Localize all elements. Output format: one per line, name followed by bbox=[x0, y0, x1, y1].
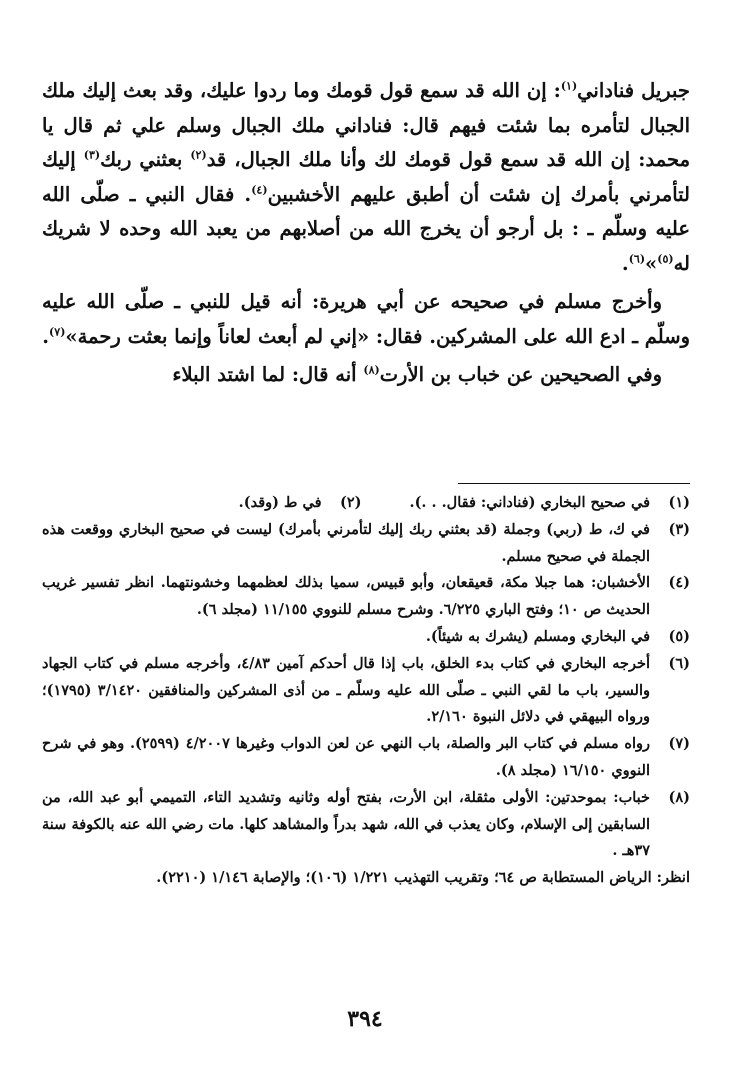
footnote-text: في ك، ط (ربي) وجملة (قد بعثني ربك إليك لتأمرني بأمرك) ليست في صحيح البخاري ووقعت هذه الجملة في صحيح مسلم. bbox=[42, 520, 650, 565]
footnote-number: (٣) bbox=[668, 520, 690, 538]
footnote-separator bbox=[458, 483, 690, 484]
footnote-number: (٦) bbox=[668, 654, 690, 672]
footnote-text: في ط (وقد). bbox=[238, 494, 322, 511]
footnote-ref[interactable]: (٤) bbox=[251, 183, 268, 196]
footnote-7 bbox=[42, 731, 690, 785]
main-paragraph-3: وفي الصحيحين عن خباب بن الأرت$^{(٨)}$ أنه قال: لما اشتد البلاء bbox=[172, 363, 662, 386]
footnote-3 bbox=[42, 517, 690, 571]
footnote-text: أخرجه البخاري في كتاب بدء الخلق، باب إذا قال أحدكم آمين ٤/٨٣، وأخرجه مسلم في كتاب الجهاد والسير، باب ما لقي النبي ـ صلّى الله عليه وسلّم ـ من أذى المشركين والمنافقين ٣/١٤٢٠ (١٧٩٥)؛ ورواه البيهقي في دلائل النبوة ٢/١٦٠. bbox=[42, 654, 650, 726]
footnotes bbox=[42, 490, 690, 892]
footnote-4 bbox=[42, 570, 690, 624]
footnote-number: (٨) bbox=[668, 788, 690, 806]
footnote-number: (٥) bbox=[668, 627, 690, 645]
main-paragraph-1: جبريل فناداني$^{(١)}$: إن الله قد سمع قول قومك وما ردوا عليك، وقد بعث إليك ملك الجبال لتأمره بما شئت فيهم قال: فناداني ملك الجبال وسلم علي ثم قال يا محمد: إن الله قد سمع قول قومك لك وأنا ملك الجبال، قد$^{(٢)}$ بعثني ربك$^{(٣)}$ إليك لتأمرني بأمرك إن شئت أن أطبق عليهم الأخشبين$^{(٤)}$. فقال النبي ـ صلّى الله عليه وسلّم ـ : بل أرجو أن يخرج الله من أصلابهم من يعبد الله وحده لا شريك له$^{(٥)}$»$^{(٦)}$. bbox=[42, 79, 691, 275]
page-number: ٣٩٤ bbox=[347, 1006, 383, 1032]
footnote-row-1-2 bbox=[42, 490, 690, 517]
footnote-text: في البخاري ومسلم (يشرك به شيئاً). bbox=[425, 627, 650, 645]
footnote-number: (١) bbox=[668, 494, 690, 511]
footnote-5 bbox=[42, 624, 690, 651]
footnote-text: رواه مسلم في كتاب البر والصلة، باب النهي عن لعن الدواب وغيرها ٤/٢٠٠٧ (٢٥٩٩). وهو في شرح النووي ١٦/١٥٠ (مجلد ٨). bbox=[42, 735, 650, 779]
main-text bbox=[42, 74, 690, 393]
footnote-ref[interactable]: (٨) bbox=[363, 363, 380, 377]
footnote-number: (٧) bbox=[668, 735, 690, 753]
footnote-text: انظر: الرياض المستطابة ص ٦٤؛ وتقريب التهذيب ١/٢٢١ (١٠٦)؛ والإصابة ١/١٤٦ (٢٢١٠). bbox=[156, 869, 690, 887]
footnote-ref[interactable]: (٥) bbox=[657, 252, 674, 265]
main-paragraph-2: وأخرج مسلم في صحيحه عن أبي هريرة: أنه قيل للنبي ـ صلّى الله عليه وسلّم ـ ادع الله على المشركين. فقال: «إني لم أبعث لعاناً وإنما بعثت رحمة»$^{(٧)}$. bbox=[42, 290, 690, 348]
footnote-text: خباب: بموحدتين: الأولى مثقلة، ابن الأرت، بفتح أوله وثانيه وتشديد التاء، التميمي أبو عبد الله، من السابقين إلى الإسلام، وكان يعذب في الله، شهد بدراً والمشاهد كلها. مات رضي الله عنه بالكوفة سنة ٣٧هـ . bbox=[42, 788, 650, 860]
footnote-ref[interactable]: (١) bbox=[560, 79, 578, 93]
footnote-ref[interactable]: (٢) bbox=[190, 148, 207, 162]
footnote-number: (٢) bbox=[339, 494, 362, 511]
footnote-8-references bbox=[42, 865, 690, 892]
footnote-ref[interactable]: (٧) bbox=[49, 325, 66, 338]
footnote-ref[interactable]: (٦) bbox=[628, 252, 646, 265]
footnote-8 bbox=[42, 785, 690, 865]
footnote-text: في صحيح البخاري (فناداني: فقال. . .). bbox=[409, 494, 650, 511]
footnote-text: الأخشبان: هما جبلا مكة، قعيقعان، وأبو قبيس، سميا بذلك لعظمهما وخشونتهما. انظر تفسير غريب الحديث ص ١٠؛ وفتح الباري ٦/٢٢٥. وشرح مسلم للنووي ١١/١٥٥ (مجلد ٦). bbox=[42, 574, 650, 619]
footnote-ref[interactable]: (٣) bbox=[83, 148, 101, 162]
footnote-number: (٤) bbox=[668, 574, 690, 592]
footnote-6 bbox=[42, 651, 690, 731]
